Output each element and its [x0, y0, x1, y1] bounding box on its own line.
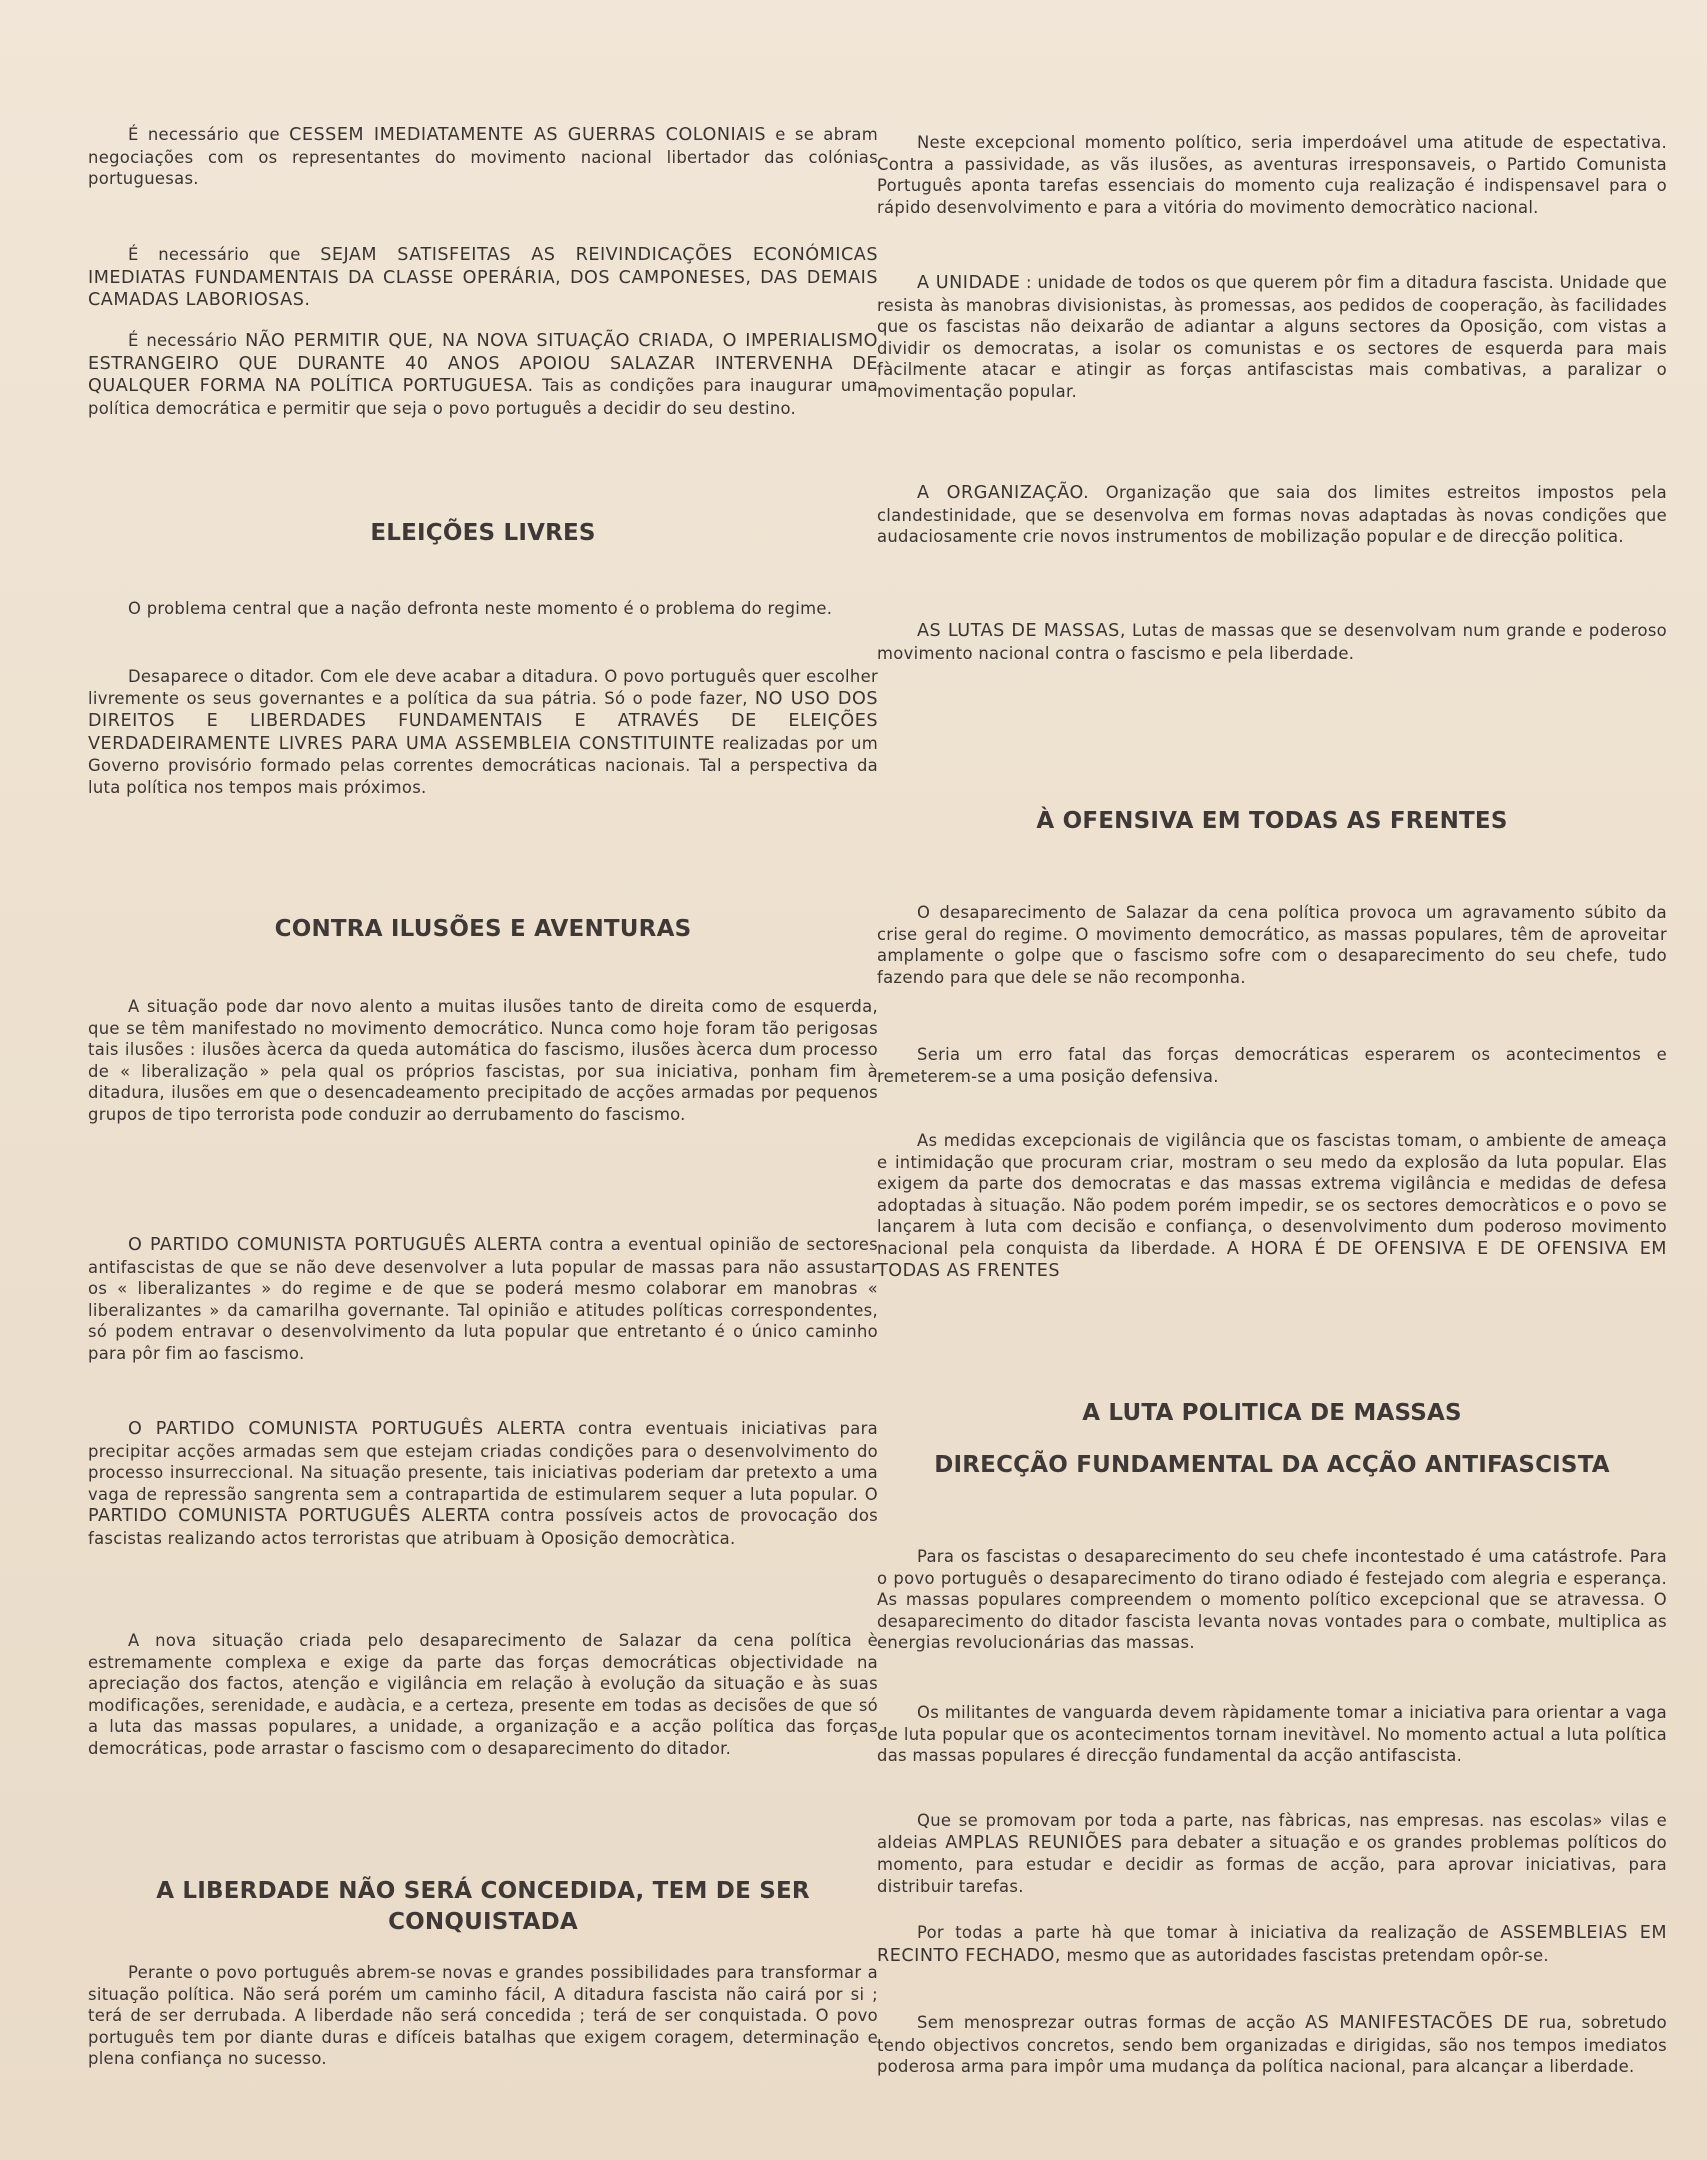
paragraph-guerras-coloniais: É necessário que CESSEM IMEDIATAMENTE AS GUERRAS COLONIAIS e se abram negociações com os representantes do movimento nacional libertador das colónias portuguesas.	[88, 125, 879, 188]
paragraph-manifestacoes: Sem menosprezar outras formas de acção AS MANIFESTACÕES DE rua, sobretudo tendo objectivos concretos, sendo bem organizadas e dirigidas, são nos tempos imediatos poderosa arma para impôr uma mudança da política nacional, para alcançar a liberdade.	[877, 2013, 1667, 2076]
heading-eleicoes-livres: ELEIÇÕES LIVRES	[370, 520, 596, 546]
paragraph-pcp-alerta-2: O PARTIDO COMUNISTA PORTUGUÊS ALERTA contra eventuais iniciativas para precipitar acções armadas sem que estejam criadas condições para o desenvolvimento do processo insurreccional. Na situação presente, tais iniciativas poderiam dar pretexto a uma vaga de repressão sangrenta sem a contrapartida de estimularem sequer a luta popular. O PARTIDO COMUNISTA PORTUGUÊS ALERTA contra possíveis actos de provocação dos fascistas realizando actos terroristas que atribuam à Oposição democràtica.	[88, 1419, 878, 1548]
paragraph-desaparecimento-salazar: O desaparecimento de Salazar da cena política provoca um agravamento súbito da crise geral do regime. O movimento democrático, as massas populares, têm de aproveitar amplamente o golpe que o fascismo sofre com o desaparecimento do seu chefe, tudo fazendo para que dele se não recomponha.	[877, 903, 1667, 987]
heading-direccao-fundamental: DIRECÇÃO FUNDAMENTAL DA ACÇÃO ANTIFASCISTA	[934, 1452, 1610, 1478]
left-column	[88, 0, 878, 2160]
paragraph-medidas-excepcionais: As medidas excepcionais de vigilância que os fascistas tomam, o ambiente de ameaça e intimidação que procuram criar, mostram o seu medo da explosão da luta popular. Elas exigem da parte dos democratas e das massas extrema vigilância e medidas de defesa adoptadas à situação. Não podem porém impedir, se os sectores democràticos e o povo se lançarem à luta com decisão e confiança, o desenvolvimento dum poderoso movimento nacional pela conquista da liberdade. A HORA É DE OFENSIVA E DE OFENSIVA EM TODAS AS FRENTES	[877, 1131, 1667, 1281]
paragraph-reivindicacoes: É necessário que SEJAM SATISFEITAS AS REIVINDICAÇÕES ECONÓMICAS IMEDIATAS FUNDAMENTAIS DA CLASSE OPERÁRIA, DOS CAMPONESES, DAS DEMAIS CAMADAS LABORIOSAS.	[88, 245, 878, 310]
heading-contra-ilusoes: CONTRA ILUSÕES E AVENTURAS	[274, 916, 692, 942]
paragraph-assembleias: Por todas a parte hà que tomar à iniciativa da realização de ASSEMBLEIAS EM RECINTO FECHADO, mesmo que as autoridades fascistas pretendam opôr-se.	[877, 1923, 1667, 1966]
paragraph-perante-povo: Perante o povo português abrem-se novas e grandes possibilidades para transformar a situação política. Não será porém um caminho fácil, A ditadura fascista não cairá por si ; terá de ser derrubada. A liberdade não será concedida ; terá de ser conquistada. O povo português tem por diante duras e difíceis batalhas que exigem coragem, determinação e plena confiança no sucesso.	[88, 1963, 878, 2068]
paragraph-desaparece-ditador: Desaparece o ditador. Com ele deve acabar a ditadura. O povo português quer escolher livremente os seus governantes e a política da sua pátria. Só o pode fazer, NO USO DOS DIREITOS E LIBERDADES FUNDAMENTAIS E ATRAVÉS DE ELEIÇÕES VERDADEIRAMENTE LIVRES PARA UMA ASSEMBLEIA CONSTITUINTE realizadas por um Governo provisório formado pelas correntes democráticas nacionais. Tal a perspectiva da luta política nos tempos mais próximos.	[88, 667, 878, 797]
paragraph-nova-situacao: A nova situação criada pelo desaparecimento de Salazar da cena política è estremamente complexa e exige da parte das forças democráticas objectividade na apreciação dos factos, atenção e vigilância em relação à evolução da situação e às suas modificações, serenidade, e audàcia, e a certeza, presente em todas as decisões de que só a luta das massas populares, a unidade, a organização e a acção política das forças democráticas, pode arrastar o fascismo com o desaparecimento do ditador.	[88, 1631, 878, 1758]
heading-liberdade-conquistada: A LIBERDADE NÃO SERÁ CONCEDIDA, TEM DE SER CONQUISTADA	[156, 1878, 810, 1935]
paragraph-militantes-vanguarda: Os militantes de vanguarda devem ràpidamente tomar a iniciativa para orientar a vaga de luta popular que os acontecimentos tornam inevitàvel. No momento actual a luta política das massas populares é direcção fundamental da acção antifascista.	[877, 1703, 1667, 1765]
right-column	[877, 0, 1667, 2160]
paragraph-amplas-reunioes: Que se promovam por toda a parte, nas fàbricas, nas empresas. nas escolas» vilas e aldeias AMPLAS REUNIÕES para debater a situação e os grandes problemas políticos do momento, para estudar e decidir as formas de acção, para aprovar iniciativas, para distribuir tarefas.	[877, 1811, 1667, 1896]
paragraph-lutas-massas: AS LUTAS DE MASSAS, Lutas de massas que se desenvolvam num grande e poderoso movimento nacional contra o fascismo e pela liberdade.	[877, 621, 1667, 663]
paragraph-imperialismo: É necessário NÃO PERMITIR QUE, NA NOVA SITUAÇÃO CRIADA, O IMPERIALISMO ESTRANGEIRO QUE DURANTE 40 ANOS APOIOU SALAZAR INTERVENHA DE QUALQUER FORMA NA POLÍTICA PORTUGUESA. Tais as condições para inaugurar uma política democrática e permitir que seja o povo português a decidir do seu destino.	[88, 331, 879, 418]
paragraph-unidade: A UNIDADE : unidade de todos os que querem pôr fim a ditadura fascista. Unidade que resista às manobras divisionistas, às promessas, aos pedidos de cooperação, às facilidades que os fascistas não deixarão de adiantar a alguns sectores da Oposição, com vistas a dividir os democratas, a isolar os comunistas e os sectores de esquerda para mais fàcilmente atacar e atingir as forças antifascistas mais combativas, a paralizar o movimentação popular.	[877, 273, 1668, 401]
paragraph-momento-politico: Neste excepcional momento político, seria imperdoável uma atitude de espectativa. Contra a passividade, as vãs ilusões, as aventuras irresponsaveis, o Partido Comunista Português aponta tarefas essenciais do momento cuja realização é indispensavel para o rápido desenvolvimento e para a vitória do movimento democràtico nacional.	[877, 133, 1667, 217]
paragraph-ilusoes: A situação pode dar novo alento a muitas ilusões tanto de direita como de esquerda, que se têm manifestado no movimento democrático. Nunca como hoje foram tão perigosas tais ilusões : ilusões àcerca da queda automática do fascismo, ilusões àcerca dum processo de « liberalização » pela qual os próprios fascistas, por sua iniciativa, ponham fim à ditadura, ilusões em que o desencadeamento precipitado de acções armadas por pequenos grupos de tipo terrorista pode conduzir ao derrubamento do fascismo.	[88, 997, 878, 1124]
paragraph-erro-fatal: Seria um erro fatal das forças democráticas esperarem os acontecimentos e remeterem-se a uma posição defensiva.	[877, 1045, 1667, 1086]
heading-luta-politica-massas: A LUTA POLITICA DE MASSAS	[1082, 1400, 1462, 1426]
paragraph-catastrofe: Para os fascistas o desaparecimento do seu chefe incontestado é uma catástrofe. Para o povo português o desaparecimento do tirano odiado é festejado com alegria e esperança. As massas populares compreendem o momento político excepcional que se atravessa. O desaparecimento do ditador fascista levanta novas vontades para o combate, multiplica as energias revolucionárias das massas.	[877, 1547, 1667, 1652]
paragraph-problema-regime: O problema central que a nação defronta neste momento é o problema do regime.	[128, 599, 833, 618]
paragraph-organizacao: A ORGANIZAÇÃO. Organização que saia dos limites estreitos impostos pela clandestinidade, que se desenvolva em formas novas adaptadas às novas condições que audaciosamente crie novos instrumentos de mobilização popular e de direcção politica.	[877, 483, 1667, 546]
paragraph-pcp-alerta-1: O PARTIDO COMUNISTA PORTUGUÊS ALERTA contra a eventual opinião de sectores antifascistas de que se não deve desenvolver a luta popular de massas para não assustar os « liberalizantes » do regime e de que se poderá mesmo colaborar em manobras « liberalizantes » da camarilha governante. Tal opinião e atitudes políticas correspondentes, só podem entravar o desenvolvimento da luta popular que entretanto é o único caminho para pôr fim ao fascismo.	[88, 1235, 878, 1363]
heading-ofensiva: À OFENSIVA EM TODAS AS FRENTES	[1036, 808, 1508, 834]
